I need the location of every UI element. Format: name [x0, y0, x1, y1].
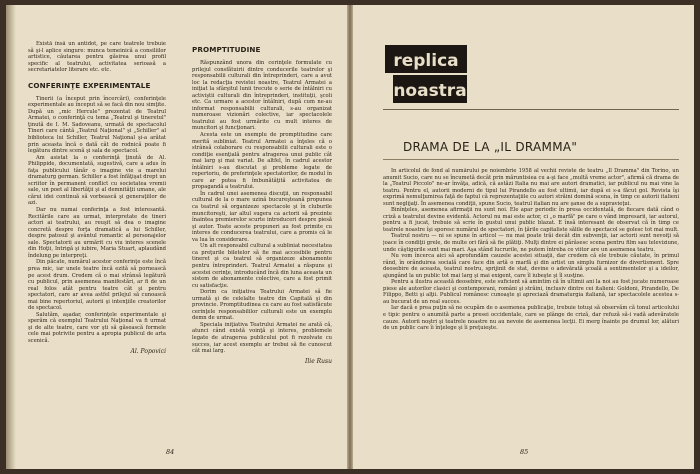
rule-under-title — [383, 159, 679, 160]
article-body — [383, 168, 679, 332]
page-edge-shadow — [6, 5, 16, 469]
paragraph: Speciala iniţiativa Teatrului Armatei ne arată că, atunci când există voinţă şi interes, problemele legate de atragerea publicului pot fi rezolvate cu succes, iar acest exemplu ar trebui să fie cunoscut cât mai larg. — [192, 321, 332, 355]
paragraph: Răspunzând unora din cerinţele formulate cu prilejul consfătuirii dintre conducerile teatrelor şi responsabilii culturali din întreprinderi, care a avut loc la redacţia revistei noastre, Teatrul Armatei a iniţiat la sfârşitul lunii trecute o serie de întâlniri cu activiştii culturali din întreprinderi, instituţii, şcoli etc. Ca urmare a acestor întâlniri, după cum ne-au informat responsabilii culturali, s-au organizat numeroase vizionări colective, iar spectacolele teatrului au fost urmărite cu mult interes de muncitori şi funcţionari. — [192, 60, 332, 132]
conferinte-body — [28, 96, 166, 345]
intro-text — [28, 41, 166, 74]
heading-conferinte: CONFERINŢE EXPERIMENTALE — [28, 80, 151, 90]
left-column-1 — [28, 41, 166, 441]
page-number-right: 85 — [520, 448, 529, 456]
logo-line-noastra: noastra — [393, 81, 467, 101]
paragraph: Tinerii (a început prin încercări), conferinţele experimentale au început să se facă din nou simţite. După un „mic Hercule" prezentat de Teatrul Armatei, o conferinţă cu tema „Teatrul şi tineretul" ţinută de I. M. Sadoveanu, urmată de spectacolul Tineri care cântă „Teatrul Naţional" şi „Schiller" al biblioteca lui Schiller, Teatrul Naţional şi-a arătat prin aceasta încă o dată cât de rodnică poate fi legătura dintre scenă şi sala de spectacol. — [28, 95, 166, 155]
heading-promptitudine: PROMPTITUDINE — [192, 45, 261, 54]
paragraph: Iar dacă e prea puţin să ne ocupăm de o asemenea publicaţie, trebuie totuşi să observăm că tonul articolului e tipic pentru o anumită parte a presei occidentale, care se plânge de criză, dar refuză să-i vadă adevăratele cauze. Autorii noştri şi teatrele noastre nu au nevoie de asemenea lecţii. Ei merg înainte pe drumul lor, alături de un public care îi înţelege şi îi preţuieşte. — [383, 305, 679, 332]
paragraph: Nu vom încerca aici să aprofundăm cauzele acestei situaţii, dar credem că ele trebuie căutate, în primul rând, în orânduirea socială care face din artă o marfă şi din artist un simplu furnizor de divertisment. Spre deosebire de aceasta, teatrul nostru, sprijinit de stat, devine o adevărată şcoală a sentimentelor şi a ideilor, ajungând la un public tot mai larg şi mai exigent, care îl iubeşte şi îl susţine. — [383, 253, 679, 279]
replica-noastra-logo — [385, 45, 467, 105]
paragraph: Dorim ca iniţiativa Teatrului Armatei să fie urmată şi de celelalte teatre din Capitală şi din provincie. Promptitudinea cu care au fost satisfăcute cerinţele responsabililor culturali este un exemplu demn de urmat. — [192, 289, 332, 322]
paragraph: Teatrul nostru — ni se spune în articol — nu mai poate trăi decât din subvenţii, iar actorii sunt nevoiţi să joace în condiţii grele, de multe ori fără să fie plătiţi. Mulţi dintre ei părăsesc scena pentru film sau televiziune, unde câştigurile sunt mai mari. Aşa stând lucrurile, ne putem întreba ce viitor are un asemenea teatru. — [383, 233, 679, 253]
article-title: DRAMA DE LA „IL DRAMMA" — [403, 140, 578, 154]
paragraph: Din păcate, numărul acestor conferinţe este încă prea mic, iar unele teatre încă ezită să pornească pe acest drum. Credem că o mai strânsă legătură cu publicul, prin asemenea manifestări, ar fi de un real folos atât pentru teatre cât şi pentru spectatori, care ar avea astfel prilejul să cunoască mai bine repertoriul, autorii şi intenţiile creatorilor de spectacol. — [28, 259, 166, 312]
book-spread — [6, 5, 694, 469]
promptitudine-body — [192, 60, 332, 355]
paragraph: În articolul de fond al numărului pe noiembrie 1958 al vechii reviste de teatru „Il Dramma" din Torino, un anumit Sucio, care nu se încumetă decât prin măruntisiea cu a-şi face „multă vreme actor", afirmă că drama de la „Teatrul Piccolo" ne-ar învăţa, adică, că astăzi Italia nu mai are autori dramatici, iar publicul nu mai vine la teatru. Pentru el, autorii moderni de tipul lui Pirandello au fost ultimii, iar după ei s-a făcut gol. Revista îşi exprimă nemulţumirea faţă de faptul că reprezentaţiile cu autori străini domină scena, în timp ce autorii italieni sunt neglijaţi. În asemenea condiţii, spune Sucio, teatrul italian nu are şanse de a supravieţui. — [383, 168, 679, 207]
author-rusu: Ilie Rusu — [305, 357, 332, 365]
paragraph: Un alt responsabil cultural a subliniat necesitatea ca preţurile biletelor să fie mai accesibile pentru tineret şi ca teatrul să organizeze abonamente pentru întreprinderi. Teatrul Armatei a răspuns şi acestei cerinţe, introducând încă din luna aceasta un sistem de abonamente colective, care a fost primit cu satisfacţie. — [192, 243, 332, 289]
left-page — [6, 5, 347, 469]
paragraph: Am asistat la o conferinţă ţinută de Al. Philippide, documentată, sugestivă, care a adus în faţa publicului tânăr o imagine vie a marelui dramaturg german. Schiller a fost înfăţişat drept un scriitor în permanent conflict cu societatea vremii sale, un poet al libertăţii şi al demnităţii umane, ale cărui idei continuă să vorbească şi generaţiilor de azi. — [28, 154, 166, 207]
paragraph: Salutăm, aşadar, conferinţele experimentale şi sperăm că exemplul Teatrului Naţional va fi urmat şi de alte teatre, care vor şti să găsească formele cele mai potrivite pentru a apropia publicul de arta scenică. — [28, 311, 166, 344]
paragraph: Acesta este un exemplu de promptitudine care merită subliniat. Teatrul Armatei a înţeles că o strânsă colaborare cu responsabilii culturali este o condiţie esenţială pentru atragerea unui public cât mai larg şi mai variat. De altfel, în cadrul acestor întâlniri s-au discutat şi probleme legate de repertoriu, de preferinţele spectatorilor, de modul în care ar putea fi îmbunătăţită activitatea de propagandă a teatrului. — [192, 132, 332, 191]
page-number-left: 84 — [166, 448, 175, 456]
left-column-2 — [192, 45, 332, 443]
author-popovici: Al. Popovici — [130, 347, 166, 355]
paragraph: Dar nu numai conferinţa a fost interesantă. Recitările care au urmat, interpretate de tineri actori ai teatrului, au reuşit să dea o imagine concretă despre forţa dramatică a lui Schiller, despre patosul şi avântul romantic al personajelor sale. Spectatorii au urmărit cu viu interes scenele din Hoţii, Intrigă şi iubire, Maria Stuart, aplaudând îndelung pe interpreţi. — [28, 207, 166, 259]
right-page — [353, 5, 694, 469]
article-body-column — [383, 168, 679, 440]
paragraph: Pentru a ilustra această deosebire, este suficient să amintim că în ultimii ani la noi au fost jucate numeroase piese ale autorilor clasici şi contemporani, români şi străini, inclusiv dintre cei italieni: Goldoni, Pirandello, De Filippo, Betti şi alţii. Publicul românesc cunoaşte şi apreciază dramaturgia italiană, iar spectacolele acestea s-au bucurat de un real succes. — [383, 279, 679, 305]
paragraph: Binînţeles, asemenea afirmaţii nu sunt noi. Ele apar periodic în presa occidentală, de fiecare dată când o criză a teatrului devine evidentă. Actorul nu mai este actor, ci „o marfă" pe care o vând impresarii, iar autorul, pentru a fi jucat, trebuie să scrie în gustul unui public blazat. E însă interesant de observat că în timp ce teatrele noastre îşi sporesc numărul de spectatori, în ţările capitaliste sălile de spectacol se golesc tot mai mult. — [383, 207, 679, 233]
rule-top — [383, 109, 679, 110]
paragraph: Există însă un antidot, pe care teatrele trebuie să şi-l aplice singure: munca temeinică a consiliilor artistice, căutarea pentru găsirea unui profil specific al teatrului, activitatea serioasă a secretariatelor literare etc. etc. — [28, 41, 166, 74]
paragraph: În cadrul unei asemenea discuţii, un responsabil cultural de la o mare uzină bucureşteană propunea ca teatrul să organizeze spectacole şi în cluburile muncitoreşti, iar altul sugera ca actorii să prezinte înaintea premierelor scurte introduceri despre piesă şi autor. Toate aceste propuneri au fost primite cu interes de conducerea teatrului, care a promis că le va lua în considerare. — [192, 190, 332, 243]
logo-line-replica: replica — [393, 51, 459, 71]
